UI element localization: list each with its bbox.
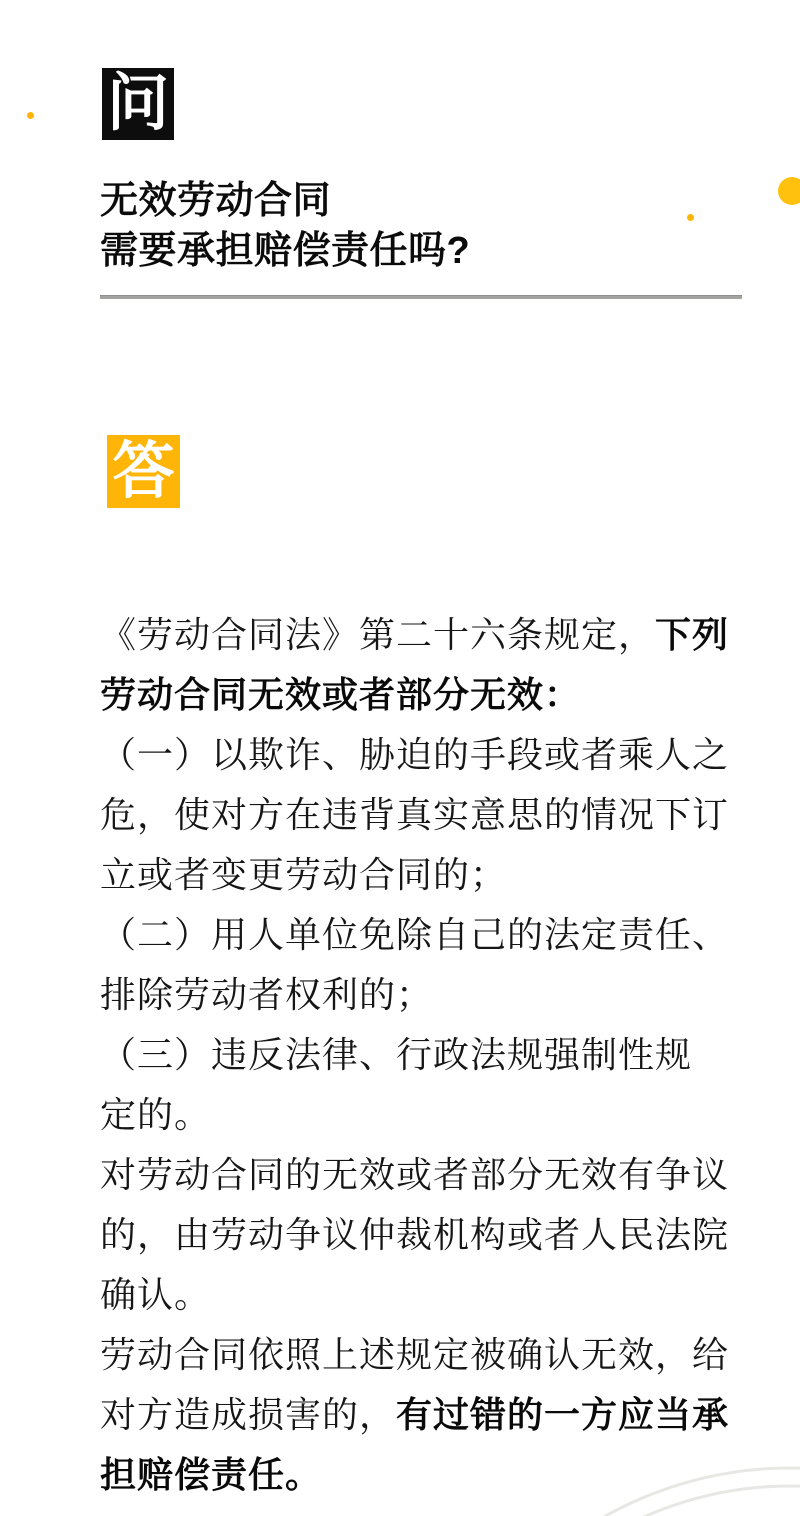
- answer-line-text: 的，由劳动争议仲裁机构或者人民法院: [100, 1214, 730, 1255]
- answer-line-text: 劳动合同依照上述规定被确认无效，给: [100, 1334, 730, 1375]
- answer-line: [100, 905, 760, 965]
- answer-line: [100, 785, 760, 845]
- answer-line-text: 对方造成损害的，: [100, 1394, 397, 1435]
- yellow-circle-icon: [778, 177, 800, 205]
- question-character: 问: [106, 70, 169, 138]
- answer-text: [100, 605, 760, 1505]
- answer-line-text: 定的。: [100, 1094, 212, 1135]
- yellow-dot-icon: [687, 214, 694, 221]
- question-badge: [102, 68, 174, 140]
- answer-line-text: 《劳动合同法》第二十六条规定，: [100, 614, 656, 655]
- answer-line: [100, 1325, 760, 1385]
- yellow-dot-icon: [27, 112, 34, 119]
- answer-line-text: 对劳动合同的无效或者部分无效有争议: [100, 1154, 730, 1195]
- answer-line: [100, 845, 760, 905]
- answer-line: [100, 1145, 760, 1205]
- answer-line: [100, 1205, 760, 1265]
- answer-line-text: 排除劳动者权利的；: [100, 974, 434, 1015]
- answer-line: [100, 665, 760, 725]
- answer-line-bold-text: 担赔偿责任。: [100, 1455, 323, 1495]
- answer-badge: [107, 435, 180, 508]
- answer-line: [100, 1385, 760, 1445]
- answer-character: 答: [112, 437, 175, 506]
- answer-line-text: （二）用人单位免除自己的法定责任、: [100, 914, 730, 955]
- answer-line: [100, 1445, 760, 1505]
- answer-line-text: （一）以欺诈、胁迫的手段或者乘人之: [100, 734, 730, 775]
- divider-line: [100, 295, 742, 299]
- answer-line-text: （三）违反法律、行政法规强制性规: [100, 1034, 693, 1075]
- answer-line-bold-text: 有过错的一方应当承: [396, 1395, 730, 1435]
- answer-line-bold-text: 下列: [655, 615, 730, 655]
- answer-line-bold-text: 劳动合同无效或者部分无效：: [100, 675, 582, 715]
- answer-line: [100, 1025, 760, 1085]
- question-title: [100, 176, 470, 276]
- answer-line: [100, 965, 760, 1025]
- answer-line-text: 危，使对方在违背真实意思的情况下订: [100, 794, 730, 835]
- answer-line-text: 确认。: [100, 1274, 212, 1315]
- answer-line: [100, 1265, 760, 1325]
- question-title-line1: 无效劳动合同: [100, 180, 332, 222]
- answer-line-text: 立或者变更劳动合同的；: [100, 854, 508, 895]
- answer-line: [100, 1085, 760, 1145]
- answer-line: [100, 725, 760, 785]
- answer-line: [100, 605, 760, 665]
- question-title-line2: 需要承担赔偿责任吗?: [100, 230, 471, 272]
